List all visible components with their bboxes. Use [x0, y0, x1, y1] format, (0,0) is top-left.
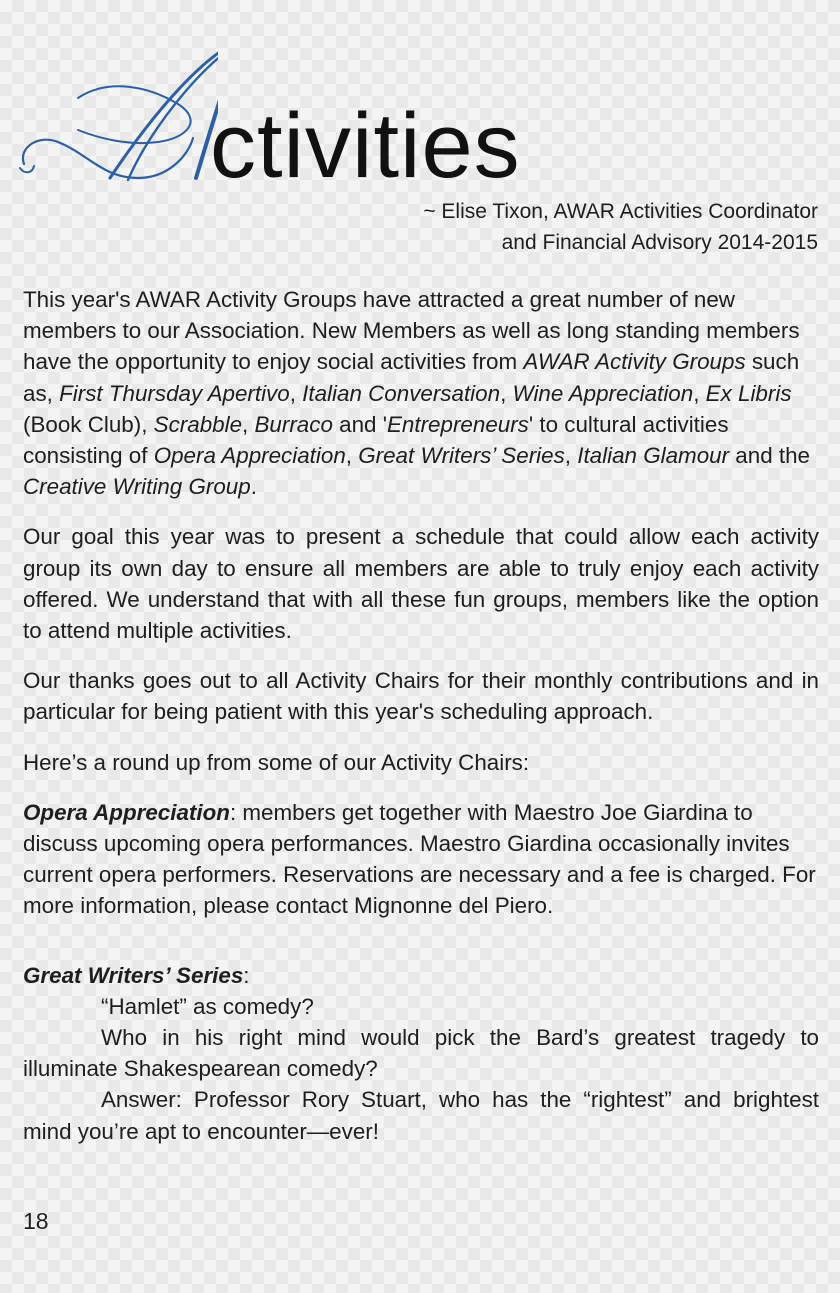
page-number: 18: [23, 1208, 49, 1234]
group-name: Entrepreneurs: [386, 411, 529, 437]
group-name: Great Writers’ Series: [358, 443, 565, 469]
group-name: Ex Libris: [705, 380, 792, 406]
group-name: Italian Conversation: [302, 380, 501, 406]
group-name: First Thursday Apertivo: [59, 380, 290, 406]
great-writers-line1: [23, 991, 819, 1022]
roundup-intro: Here’s a round up from some of our Activity Chairs:: [23, 749, 530, 775]
group-name: Burraco: [254, 411, 333, 437]
intro-text: ,: [345, 443, 359, 469]
page-title: [18, 38, 578, 197]
byline-line2: and Financial Advisory 2014-2015: [501, 231, 818, 254]
opera-paragraph: [23, 797, 819, 922]
intro-text: such as,: [23, 349, 800, 406]
opera-text: : members get together with Maestro Joe Giardina to discuss upcoming opera performances. Maestro Giardina occasionally invites current opera performers. Reservations are necessary and a fee is charged. For more information, please contact Mignonne del Piero.: [23, 799, 816, 919]
intro-text: ,: [242, 411, 255, 437]
great-writers-heading: Great Writers’ Series: [23, 962, 244, 988]
intro-text: (Book Club),: [23, 411, 154, 437]
intro-text: ,: [693, 380, 706, 406]
intro-text: ,: [500, 380, 513, 406]
intro-text: and the: [729, 443, 810, 469]
thanks-paragraph: Our thanks goes out to all Activity Chairs for their monthly contributions and in particular for being patient with this year's scheduling approach.: [23, 668, 819, 725]
group-name: Wine Appreciation: [512, 380, 694, 406]
intro-text: This year's AWAR Activity Groups have attracted a great number of new members to our Association. New Members as well as long standing members have the opportunity to enjoy social activities from: [23, 287, 800, 375]
great-writers-colon: :: [243, 962, 250, 988]
group-name: AWAR Activity Groups: [523, 349, 746, 375]
group-name: Opera Appreciation: [153, 443, 346, 469]
byline-line1: ~ Elise Tixon, AWAR Activities Coordinator: [423, 200, 818, 223]
great-writers-line1-text: “Hamlet” as comedy?: [101, 993, 314, 1019]
byline: [423, 196, 818, 258]
group-name: Italian Glamour: [577, 443, 730, 469]
title-text: ctivities: [210, 95, 521, 197]
opera-heading: Opera Appreciation: [23, 799, 230, 825]
great-writers-line3: Answer: Professor Rory Stuart, who has the “rightest” and brightest mind you’re apt to encounter—ever!: [23, 1087, 819, 1144]
intro-text: ,: [289, 380, 303, 406]
group-name: Scrabble: [153, 411, 243, 437]
intro-text: and ': [332, 411, 387, 437]
article-body: [23, 284, 819, 1147]
intro-text: ,: [564, 443, 578, 469]
intro-text: .: [250, 474, 257, 500]
goal-paragraph: Our goal this year was to present a schedule that could allow each activity group its own day to ensure all members are able to truly enjoy each activity offered. We understand that with all these fun groups, members like the option to attend multiple activities.: [23, 524, 819, 644]
script-a-initial: [18, 38, 218, 188]
great-writers-heading-line: [23, 960, 819, 991]
intro-paragraph: [23, 284, 819, 502]
great-writers-line2: Who in his right mind would pick the Bard’s greatest tragedy to illuminate Shakespearean comedy?: [23, 1025, 819, 1082]
intro-text: ' to cultural activities consisting of: [23, 411, 729, 469]
group-name: Creative Writing Group: [23, 474, 251, 500]
great-writers-section: [23, 960, 819, 1147]
